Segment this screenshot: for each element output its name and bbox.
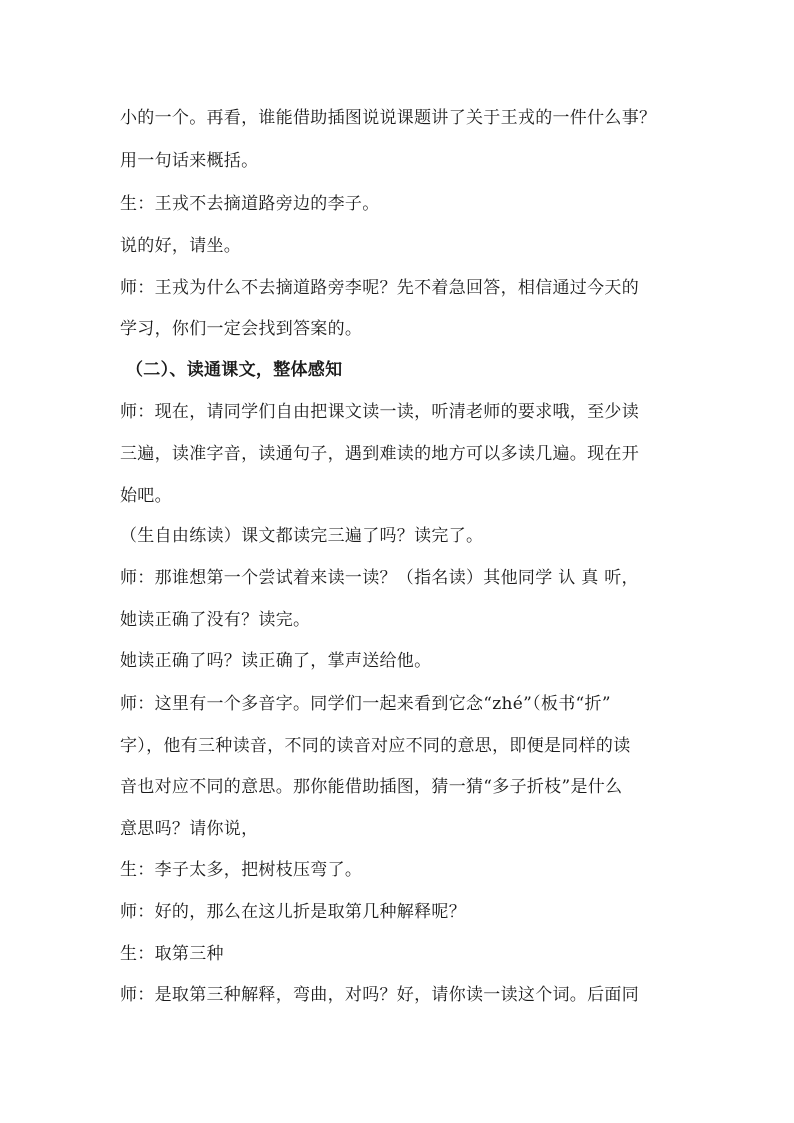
text-line: 师：是取第三种解释，弯曲，对吗？好，请你读一读这个词。后面同 (120, 985, 639, 1005)
text-line: 生：王戎不去摘道路旁边的李子。 (120, 194, 380, 214)
text-line: （生自由练读）课文都读完三遍了吗？读完了。 (120, 526, 484, 546)
text-line: 生：李子太多，把树枝压弯了。 (120, 860, 363, 880)
text-line: 音也对应不同的意思。那你能借助插图，猜一猜“多子折枝”是什么 (120, 777, 623, 797)
text-line: 她读正确了没有？读完。 (120, 610, 311, 630)
text-line: 学习，你们一定会找到答案的。 (120, 319, 363, 339)
text-line: 师：这里有一个多音字。同学们一起来看到它念“zhé”（板书“折” (120, 694, 611, 714)
section-heading: （二）、读通课文，整体感知 (126, 360, 343, 380)
text-line: 用一句话来概括。 (120, 151, 259, 171)
text-line: 始吧。 (120, 486, 172, 506)
text-line: 三遍，读准字音，读通句子，遇到难读的地方可以多读几遍。现在开 (120, 444, 639, 464)
text-line: 师：好的，那么在这儿折是取第几种解释呢？ (120, 902, 466, 922)
text-line: 小的一个。再看，谁能借助插图说说课题讲了关于王戎的一件什么事？ (120, 108, 657, 128)
text-line: 意思吗？请你说， (120, 819, 259, 839)
text-line: 师：现在，请同学们自由把课文读一读，听清老师的要求哦，至少读 (120, 402, 639, 422)
text-line: 生：取第三种 (120, 944, 224, 964)
text-line: 她读正确了吗？读正确了，掌声送给他。 (120, 651, 432, 671)
text-line: 师：王戎为什么不去摘道路旁李呢？先不着急回答，相信通过今天的 (120, 278, 639, 298)
text-line: 师：那谁想第一个尝试着来读一读？（指名读）其他同学 认 真 听， (120, 568, 639, 588)
text-line: 字），他有三种读音，不同的读音对应不同的意思，即便是同样的读 (120, 736, 631, 756)
text-line: 说的好，请坐。 (120, 236, 242, 256)
